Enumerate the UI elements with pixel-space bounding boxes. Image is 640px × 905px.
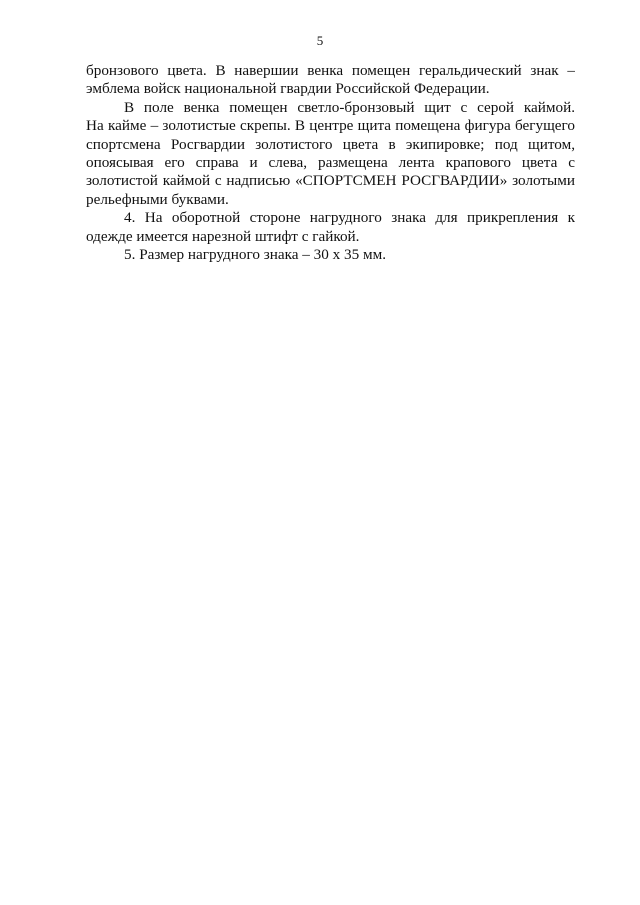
document-body [86,62,575,264]
paragraph-item-5 [86,246,575,264]
paragraph-shield-description [86,99,575,209]
text-line: золотистой каймой с надписью «СПОРТСМЕН РОСГВАРДИИ» золотыми [86,172,575,190]
text-line: рельефными буквами. [86,190,229,208]
text-line: 5. Размер нагрудного знака – 30 х 35 мм. [124,246,387,264]
text-line: бронзового цвета. В навершии венка помещен геральдический знак – [86,62,575,79]
text-line: В поле венка помещен светло-бронзовый щит с серой каймой. [124,98,575,116]
text-line: эмблема войск национальной гвардии Российской Федерации. [86,80,490,98]
page-number: 5 [316,33,324,48]
text-line: спортсмена Росгвардии золотистого цвета в экипировке; под щитом, [86,135,575,153]
text-line: На кайме – золотистые скрепы. В центре щита помещена фигура бегущего [86,117,575,135]
text-line: опоясывая его справа и слева, размещена лента крапового цвета с [86,154,575,172]
paragraph-continuation [86,62,575,99]
text-line: 4. На оборотной стороне нагрудного знака для прикрепления к [124,209,575,227]
text-line: одежде имеется нарезной штифт с гайкой. [86,227,360,245]
paragraph-item-4 [86,209,575,246]
